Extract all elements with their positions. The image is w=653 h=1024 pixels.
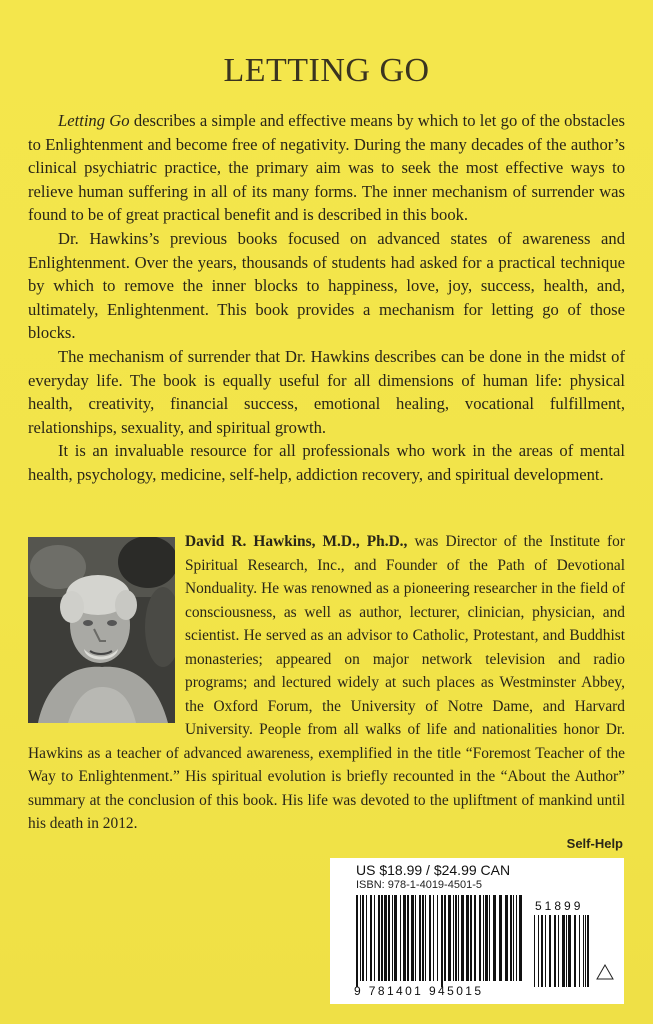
barcode-bar xyxy=(461,895,464,981)
barcode-addon-bar xyxy=(587,915,589,987)
book-title-italic: Letting Go xyxy=(58,111,130,130)
barcode-bar xyxy=(411,895,414,981)
barcode-addon-bar xyxy=(568,915,571,987)
author-photo-illustration xyxy=(28,537,175,723)
barcode-bar xyxy=(366,895,367,981)
barcode-bar xyxy=(415,895,416,981)
description-paragraph-1-text: describes a simple and effective means by which to let go of the obstacles to Enlightenment and become free of negativity. During the many decades of the author’s clinical psychiatric practice, the primary aim was to seek the most effective ways to relieve human suffering in all of its many forms. The inner mechanism of surrender was found to be of great practical benefit and is described in this book. xyxy=(28,111,625,225)
barcode-bar xyxy=(455,895,457,981)
barcode-bar xyxy=(513,895,514,981)
description-paragraph-4: It is an invaluable resource for all professionals who work in the areas of mental health, psychology, medicine, self-help, addiction recovery, and spiritual development. xyxy=(28,441,625,484)
barcode-bar xyxy=(429,895,431,981)
barcode-addon-bar xyxy=(566,915,567,987)
barcode-addon-bar xyxy=(574,915,576,987)
barcode-bar xyxy=(444,895,446,981)
barcode-bar xyxy=(516,895,517,981)
author-name: David R. Hawkins, M.D., Ph.D., xyxy=(185,533,408,550)
barcode-bar xyxy=(392,895,393,981)
barcode-addon-bar xyxy=(583,915,584,987)
barcode-bar xyxy=(407,895,409,981)
barcode-bar xyxy=(437,895,438,981)
barcode-bar xyxy=(453,895,454,981)
barcode-addon-bar xyxy=(538,915,539,987)
barcode-addon-bar xyxy=(541,915,543,987)
barcode-bar xyxy=(519,895,522,981)
category-label: Self-Help xyxy=(566,836,623,851)
price-label: US $18.99 / $24.99 CAN xyxy=(356,862,511,878)
barcode-bar xyxy=(378,895,380,981)
barcode-bar xyxy=(388,895,390,981)
book-title: LETTING GO xyxy=(223,52,430,89)
barcode-panel xyxy=(330,858,624,1004)
barcode-bar xyxy=(370,895,372,981)
barcode-bar xyxy=(360,895,361,981)
barcode-bar xyxy=(362,895,364,981)
barcode-addon-bar xyxy=(554,915,556,987)
price-code: 51899 xyxy=(535,899,584,913)
barcode-bar xyxy=(489,895,490,981)
isbn-label: ISBN: 978-1-4019-4501-5 xyxy=(356,879,482,891)
author-photo xyxy=(28,537,175,723)
barcode-addon-bar xyxy=(579,915,580,987)
description xyxy=(28,109,625,487)
barcode-bar xyxy=(403,895,406,981)
barcode-bar xyxy=(422,895,424,981)
barcode-addon-bar xyxy=(534,915,535,987)
barcode-addon-bar xyxy=(545,915,546,987)
barcode-bar xyxy=(505,895,508,981)
barcode-bar xyxy=(483,895,484,981)
barcode-bar xyxy=(374,895,375,981)
barcode-addon-bar xyxy=(585,915,586,987)
barcode-bar xyxy=(510,895,512,981)
barcode-bar xyxy=(419,895,421,981)
barcode-bar xyxy=(470,895,472,981)
barcode-bar xyxy=(441,895,443,987)
barcode-bar xyxy=(485,895,488,981)
ean-digits: 9 781401 945015 xyxy=(354,984,484,998)
barcode-bar xyxy=(425,895,426,981)
barcode-bar xyxy=(499,895,502,981)
barcode-bar xyxy=(458,895,459,981)
barcode-bar xyxy=(474,895,476,981)
barcode-addon-bar xyxy=(558,915,559,987)
barcode-bar xyxy=(433,895,434,981)
barcode-bar xyxy=(466,895,469,981)
author-bio xyxy=(28,530,625,836)
barcode-bar xyxy=(448,895,451,981)
barcode-bar xyxy=(356,895,358,987)
triangle-icon xyxy=(596,964,614,980)
barcode-bar xyxy=(493,895,496,981)
barcode-bar xyxy=(400,895,401,981)
barcode-bar xyxy=(381,895,383,981)
description-paragraph-3: The mechanism of surrender that Dr. Hawkins describes can be done in the midst of everyday life. The book is equally useful for all dimensions of human life: physical health, creativity, financial success, emotional healing, vocational fulfillment, relationships, sexuality, and spiritual growth. xyxy=(28,346,625,437)
description-paragraph-1 xyxy=(28,109,625,227)
author-bio-text: was Director of the Institute for Spiritual Research, Inc., and Founder of the Path of Devotional Nonduality. He was renowned as a pioneering researcher in the field of consciousness, as well as author, lecturer, clinician, physician, and scientist. He served as an advisor to Catholic, Protestant, and Buddhist monasteries; appeared on major network television and radio programs; and lectured widely at such places as Westminster Abbey, the Oxford Forum, the University of Notre Dame, and Harvard University. People from all walks of life and nationalities honor Dr. Hawkins as a teacher of advanced awareness, exemplified in the title “Foremost Teacher of the Way to Enlightenment.” His spiritual evolution is briefly recounted in the “About the Author” summary at the conclusion of this book. His life was devoted to the upliftment of mankind until his death in 2012. xyxy=(28,533,625,832)
barcode-addon-bar xyxy=(549,915,551,987)
barcode-bar xyxy=(394,895,397,981)
barcode-bar xyxy=(384,895,387,981)
barcode-bar xyxy=(479,895,481,981)
barcode-addon-bar xyxy=(562,915,565,987)
description-paragraph-2: Dr. Hawkins’s previous books focused on advanced states of awareness and Enlightenment. Over the years, thousands of students had asked for a practical technique by which to remove the inner blocks to happiness, love, joy, success, health, and, ultimately, Enlightenment. This book provides a mechanism for letting go of those blocks. xyxy=(28,228,625,343)
